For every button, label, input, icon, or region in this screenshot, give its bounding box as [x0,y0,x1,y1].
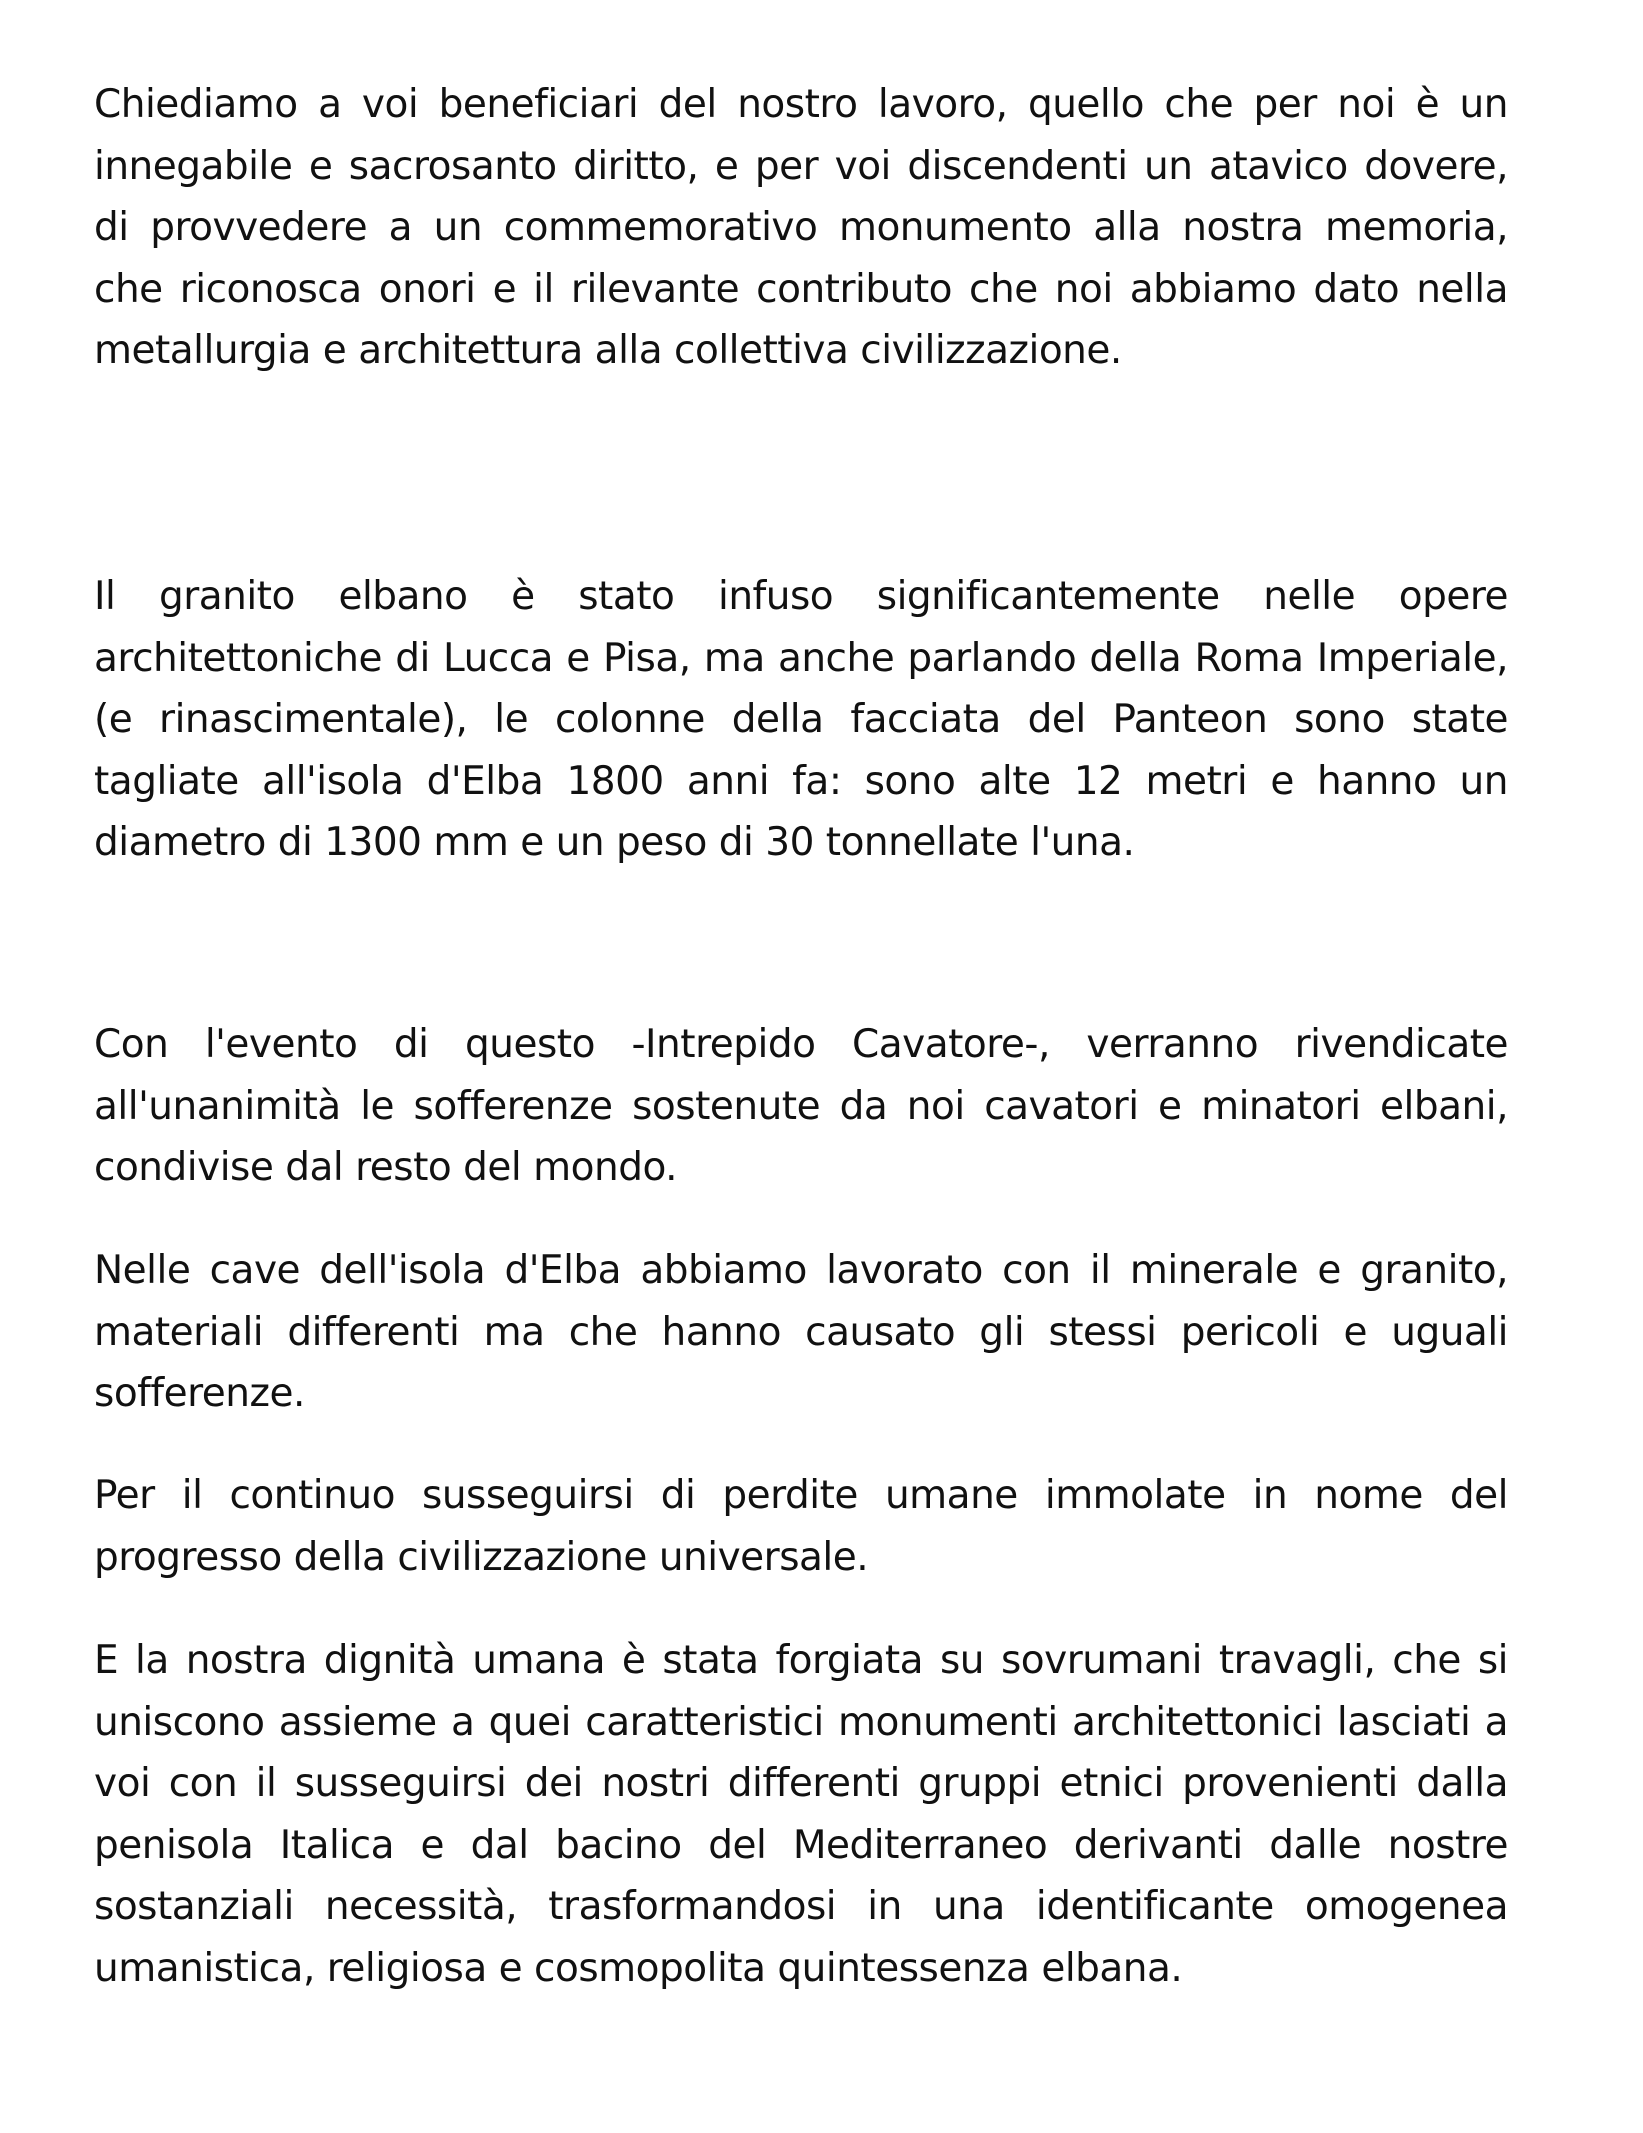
paragraph-6: E la nostra dignità umana è stata forgiata su sovrumani travagli, che si uniscono assieme a quei caratteristici monumenti architettonici lasciati a voi con il susseguirsi dei nostri differenti gruppi etnici provenienti dalla penisola Italica e dal bacino del Mediterraneo derivanti dalle nostre sostanziali necessità, trasformandosi in una identificante omogenea umanistica, religiosa e cosmopolita quintessenza elbana. [94,1638,1508,1991]
paragraph-3: Con l'evento di questo -Intrepido Cavatore-, verranno rivendicate all'unanimità le sofferenze sostenute da noi cavatori e minatori elbani, condivise dal resto del mondo. [94,1022,1508,1190]
paragraph-5: Per il continuo susseguirsi di perdite umane immolate in nome del progresso della civilizzazione universale. [94,1473,1508,1580]
paragraph-2: Il granito elbano è stato infuso significantemente nelle opere architettoniche di Lucca e Pisa, ma anche parlando della Roma Imperiale, (e rinascimentale), le colonne della facciata del Panteon sono state tagliate all'isola d'Elba 1800 anni fa: sono alte 12 metri e hanno un diametro di 1300 mm e un peso di 30 tonnellate l'una. [94,574,1508,865]
paragraph-1: Chiediamo a voi beneficiari del nostro lavoro, quello che per noi è un innegabile e sacrosanto diritto, e per voi discendenti un atavico dovere, di provvedere a un commemorativo monumento alla nostra memoria, che riconosca onori e il rilevante contributo che noi abbiamo dato nella metallurgia e architettura alla collettiva civilizzazione. [94,82,1508,373]
paragraph-4: Nelle cave dell'isola d'Elba abbiamo lavorato con il minerale e granito, materiali differenti ma che hanno causato gli stessi pericoli e uguali sofferenze. [94,1248,1508,1416]
